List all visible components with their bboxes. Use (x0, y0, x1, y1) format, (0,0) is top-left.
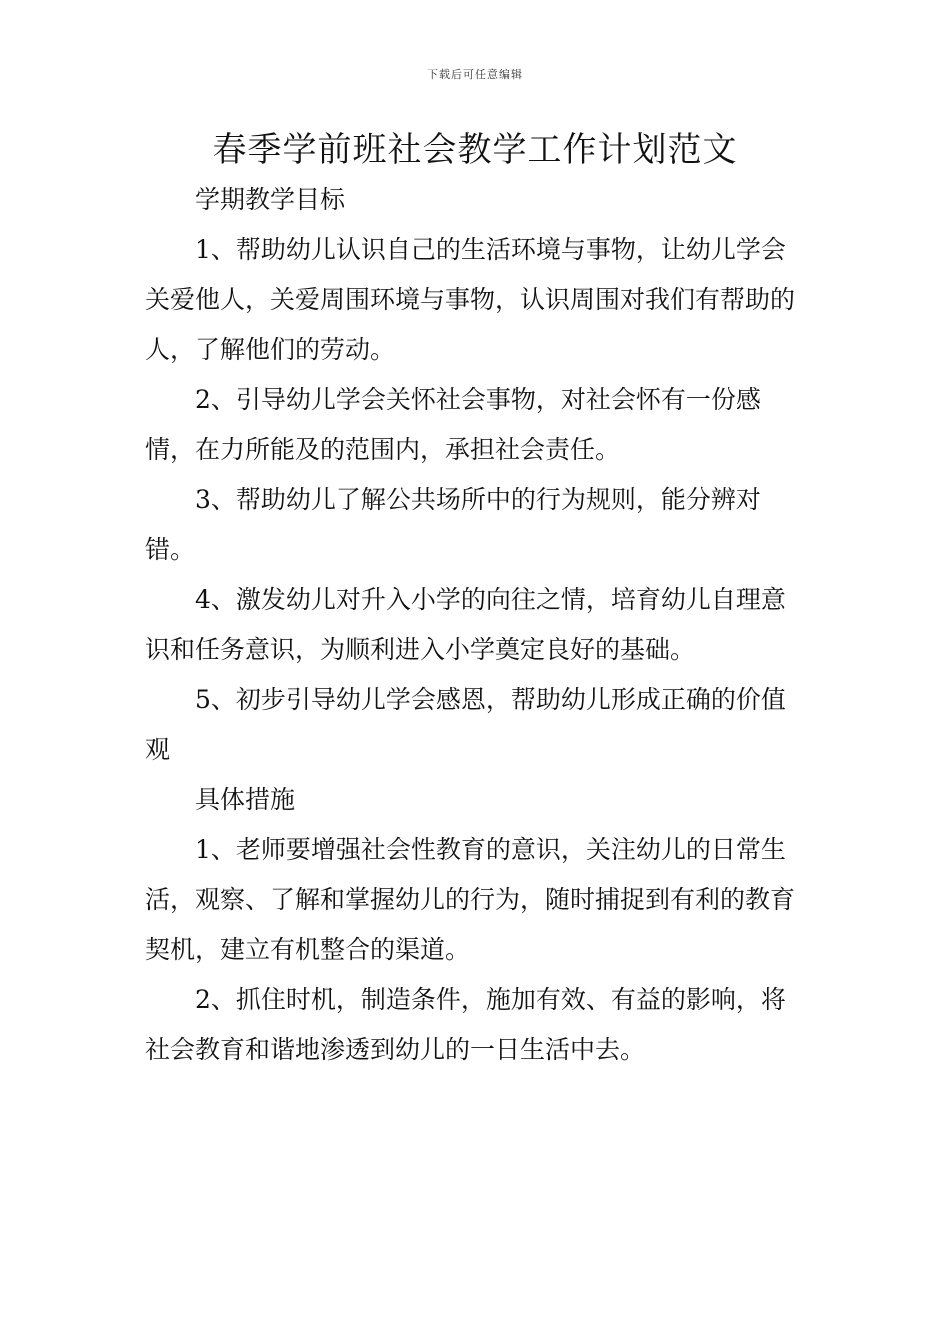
header-note: 下载后可任意编辑 (427, 68, 523, 81)
goal-paragraph-1: 1、帮助幼儿认识自己的生活环境与事物，让幼儿学会关爱他人，关爱周围环境与事物，认识周围对我们有帮助的人，了解他们的劳动。 (145, 235, 796, 364)
section-heading-measures: 具体措施 (195, 785, 296, 814)
measure-paragraph-1: 1、老师要增强社会性教育的意识，关注幼儿的日常生活，观察、了解和掌握幼儿的行为，随时捕捉到有利的教育契机，建立有机整合的渠道。 (145, 835, 796, 964)
goal-paragraph-4: 4、激发幼儿对升入小学的向往之情，培育幼儿自理意识和任务意识，为顺利进入小学奠定良好的基础。 (145, 585, 786, 664)
goal-paragraph-3: 3、帮助幼儿了解公共场所中的行为规则，能分辨对错。 (145, 485, 761, 564)
document-body (145, 175, 810, 1075)
section-heading-goals: 学期教学目标 (195, 185, 346, 214)
measure-paragraph-2: 2、抓住时机，制造条件，施加有效、有益的影响，将社会教育和谐地渗透到幼儿的一日生活中去。 (145, 985, 786, 1064)
document-title: 春季学前班社会教学工作计划范文 (212, 130, 738, 170)
goal-paragraph-5: 5、初步引导幼儿学会感恩，帮助幼儿形成正确的价值观 (145, 685, 786, 764)
goal-paragraph-2: 2、引导幼儿学会关怀社会事物，对社会怀有一份感情，在力所能及的范围内，承担社会责任。 (145, 385, 761, 464)
